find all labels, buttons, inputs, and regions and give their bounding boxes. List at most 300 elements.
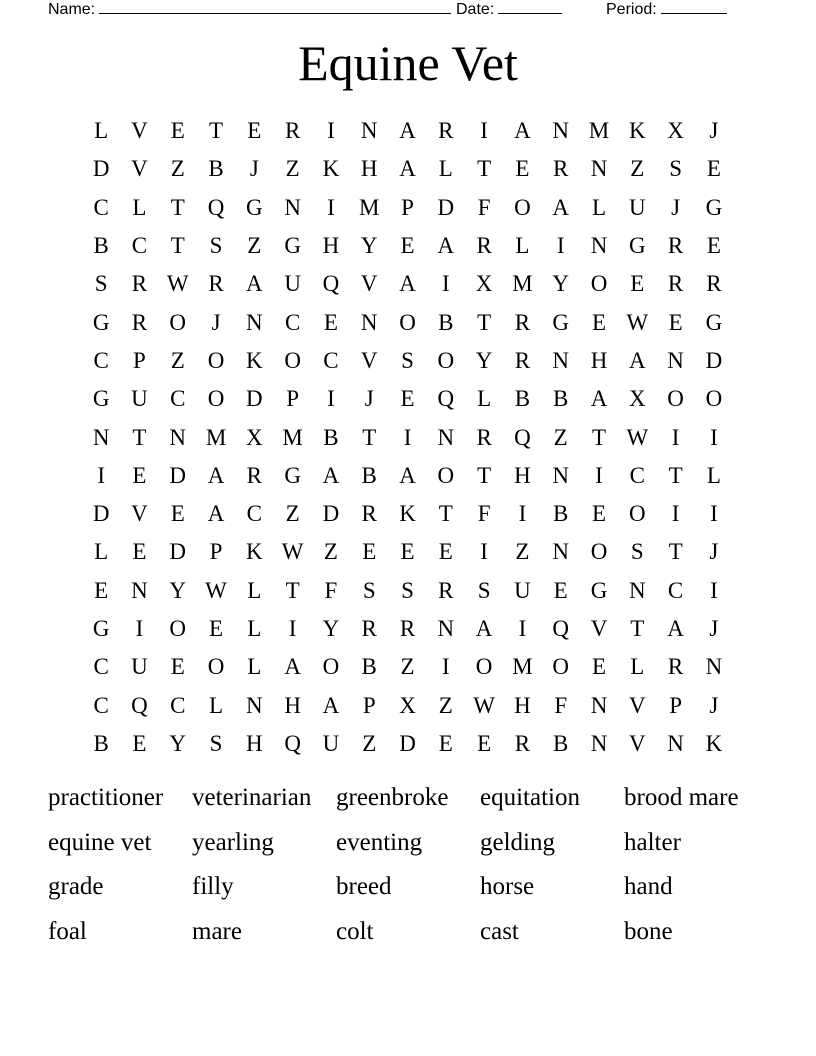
- grid-letter[interactable]: A: [284, 654, 301, 680]
- grid-letter[interactable]: J: [671, 194, 681, 220]
- grid-letter[interactable]: I: [327, 194, 335, 220]
- grid-letter[interactable]: O: [514, 194, 531, 220]
- grid-letter[interactable]: Z: [247, 233, 262, 259]
- grid-letter[interactable]: I: [710, 424, 718, 450]
- grid-letter[interactable]: N: [552, 462, 570, 488]
- grid-letter[interactable]: A: [207, 501, 225, 527]
- grid-letter[interactable]: E: [477, 730, 492, 756]
- grid-letter[interactable]: C: [131, 233, 148, 259]
- grid-letter[interactable]: B: [208, 156, 224, 182]
- grid-letter[interactable]: I: [595, 462, 603, 488]
- grid-letter[interactable]: A: [322, 692, 340, 718]
- grid-letter[interactable]: R: [667, 271, 684, 297]
- grid-letter[interactable]: A: [514, 118, 531, 144]
- word-search-grid: [82, 112, 733, 763]
- grid-letter[interactable]: R: [131, 309, 148, 335]
- grid-letter[interactable]: M: [205, 424, 227, 450]
- grid-letter[interactable]: X: [246, 424, 263, 450]
- grid-letter[interactable]: E: [170, 501, 185, 527]
- grid-letter[interactable]: I: [327, 118, 335, 144]
- grid-letter[interactable]: I: [671, 424, 680, 450]
- grid-letter[interactable]: N: [131, 577, 148, 603]
- grid-letter[interactable]: T: [477, 462, 492, 488]
- grid-letter[interactable]: O: [284, 347, 301, 373]
- grid-letter[interactable]: S: [669, 156, 682, 182]
- grid-letter[interactable]: O: [590, 271, 608, 297]
- grid-letter[interactable]: G: [552, 309, 570, 335]
- grid-letter[interactable]: C: [246, 501, 262, 527]
- grid-letter[interactable]: D: [92, 501, 110, 527]
- grid-letter[interactable]: Z: [170, 156, 185, 182]
- grid-letter[interactable]: S: [630, 539, 644, 565]
- grid-letter[interactable]: O: [590, 539, 608, 565]
- grid-letter[interactable]: Q: [514, 424, 531, 450]
- grid-letter[interactable]: A: [628, 347, 646, 373]
- grid-letter[interactable]: T: [438, 501, 453, 527]
- grid-letter[interactable]: S: [209, 233, 223, 259]
- grid-letter[interactable]: R: [667, 654, 684, 680]
- grid-letter[interactable]: B: [514, 386, 531, 412]
- grid-letter[interactable]: F: [477, 194, 491, 220]
- grid-letter[interactable]: C: [93, 692, 109, 718]
- grid-letter[interactable]: T: [630, 616, 645, 641]
- grid-letter[interactable]: Q: [284, 730, 301, 756]
- grid-letter[interactable]: Z: [438, 692, 453, 718]
- grid-letter[interactable]: V: [360, 271, 378, 297]
- grid-letter[interactable]: A: [475, 616, 493, 641]
- grid-letter[interactable]: I: [97, 462, 105, 488]
- grid-letter[interactable]: L: [94, 118, 109, 144]
- grid-letter[interactable]: E: [438, 539, 453, 565]
- grid-letter[interactable]: J: [364, 386, 374, 412]
- grid-letter[interactable]: Y: [169, 577, 187, 603]
- grid-letter[interactable]: I: [288, 616, 297, 641]
- grid-letter[interactable]: N: [552, 118, 570, 144]
- grid-letter[interactable]: K: [246, 539, 263, 565]
- grid-letter[interactable]: Q: [437, 386, 455, 412]
- grid-letter[interactable]: V: [628, 730, 646, 756]
- grid-letter[interactable]: T: [668, 539, 683, 565]
- grid-letter[interactable]: B: [93, 233, 109, 259]
- grid-letter[interactable]: F: [554, 692, 568, 718]
- grid-letter[interactable]: J: [709, 616, 719, 641]
- grid-letter[interactable]: I: [556, 233, 565, 259]
- grid-letter[interactable]: N: [590, 730, 608, 756]
- grid-letter[interactable]: A: [399, 118, 416, 144]
- grid-letter[interactable]: E: [553, 577, 568, 603]
- grid-letter[interactable]: N: [552, 347, 570, 373]
- grid-letter[interactable]: I: [480, 118, 488, 144]
- grid-letter[interactable]: X: [667, 118, 684, 144]
- grid-letter[interactable]: E: [170, 118, 185, 144]
- grid-letter[interactable]: C: [667, 577, 684, 603]
- grid-letter[interactable]: R: [131, 271, 148, 297]
- grid-letter[interactable]: B: [553, 386, 569, 412]
- grid-letter[interactable]: Y: [552, 271, 570, 297]
- grid-letter[interactable]: L: [706, 462, 721, 488]
- grid-letter[interactable]: R: [667, 233, 684, 259]
- grid-letter[interactable]: Z: [630, 156, 645, 182]
- grid-letter[interactable]: Z: [285, 156, 300, 182]
- date-blank-line[interactable]: [498, 0, 562, 14]
- grid-letter[interactable]: P: [362, 692, 376, 718]
- grid-letter[interactable]: Y: [475, 347, 493, 373]
- grid-letter[interactable]: H: [246, 730, 263, 756]
- grid-letter[interactable]: R: [361, 501, 377, 527]
- grid-letter[interactable]: K: [246, 347, 263, 373]
- grid-letter[interactable]: E: [132, 462, 147, 488]
- grid-letter[interactable]: J: [709, 692, 719, 718]
- grid-letter[interactable]: N: [552, 539, 570, 565]
- grid-letter[interactable]: L: [477, 386, 492, 412]
- grid-letter[interactable]: Y: [360, 233, 378, 259]
- grid-letter[interactable]: A: [399, 156, 416, 182]
- grid-letter[interactable]: E: [362, 539, 377, 565]
- grid-letter[interactable]: D: [246, 386, 263, 412]
- grid-letter[interactable]: M: [588, 118, 610, 144]
- grid-letter[interactable]: X: [475, 271, 493, 297]
- grid-letter[interactable]: W: [205, 577, 227, 603]
- grid-letter[interactable]: O: [207, 347, 225, 373]
- grid-letter[interactable]: G: [92, 309, 110, 335]
- grid-letter[interactable]: G: [705, 194, 723, 220]
- grid-letter[interactable]: N: [667, 347, 684, 373]
- grid-letter[interactable]: O: [667, 386, 684, 412]
- grid-letter[interactable]: P: [286, 386, 300, 412]
- grid-letter[interactable]: O: [399, 309, 416, 335]
- grid-letter[interactable]: E: [132, 730, 147, 756]
- grid-letter[interactable]: B: [93, 730, 109, 756]
- grid-letter[interactable]: T: [132, 424, 147, 450]
- grid-letter[interactable]: W: [626, 309, 649, 335]
- grid-letter[interactable]: O: [322, 654, 340, 680]
- grid-letter[interactable]: C: [284, 309, 301, 335]
- grid-letter[interactable]: D: [322, 501, 340, 527]
- grid-letter[interactable]: R: [361, 616, 377, 641]
- grid-letter[interactable]: R: [208, 271, 224, 297]
- grid-letter[interactable]: H: [514, 462, 531, 488]
- grid-letter[interactable]: C: [323, 347, 339, 373]
- grid-letter[interactable]: V: [131, 501, 148, 527]
- grid-letter[interactable]: T: [362, 424, 377, 450]
- grid-letter[interactable]: O: [437, 462, 455, 488]
- grid-letter[interactable]: I: [671, 501, 680, 527]
- grid-letter[interactable]: O: [628, 501, 646, 527]
- grid-letter[interactable]: I: [403, 424, 412, 450]
- grid-letter[interactable]: A: [590, 386, 608, 412]
- grid-letter[interactable]: H: [514, 692, 531, 718]
- grid-letter[interactable]: R: [476, 233, 492, 259]
- grid-letter[interactable]: K: [628, 118, 646, 144]
- grid-letter[interactable]: P: [401, 194, 414, 220]
- grid-letter[interactable]: D: [705, 347, 723, 373]
- grid-letter[interactable]: W: [166, 271, 189, 297]
- grid-letter[interactable]: D: [169, 539, 187, 565]
- grid-letter[interactable]: E: [400, 386, 415, 412]
- grid-letter[interactable]: G: [705, 309, 723, 335]
- grid-letter[interactable]: I: [441, 271, 450, 297]
- grid-letter[interactable]: E: [400, 539, 415, 565]
- grid-letter[interactable]: C: [93, 347, 109, 373]
- grid-letter[interactable]: G: [92, 386, 110, 412]
- grid-letter[interactable]: V: [360, 347, 378, 373]
- grid-letter[interactable]: S: [401, 347, 414, 373]
- grid-letter[interactable]: K: [705, 730, 723, 756]
- grid-letter[interactable]: Z: [400, 654, 415, 680]
- grid-letter[interactable]: E: [668, 309, 683, 335]
- period-blank-line[interactable]: [661, 0, 727, 14]
- grid-letter[interactable]: O: [207, 654, 225, 680]
- grid-letter[interactable]: R: [438, 118, 454, 144]
- grid-letter[interactable]: E: [400, 233, 415, 259]
- grid-letter[interactable]: E: [591, 654, 607, 680]
- grid-letter[interactable]: E: [591, 309, 607, 335]
- grid-letter[interactable]: N: [169, 424, 187, 450]
- grid-letter[interactable]: L: [591, 194, 607, 220]
- grid-letter[interactable]: H: [590, 347, 608, 373]
- grid-letter[interactable]: N: [360, 118, 378, 144]
- grid-letter[interactable]: L: [132, 194, 147, 220]
- grid-letter[interactable]: H: [360, 156, 378, 182]
- grid-letter[interactable]: B: [553, 501, 569, 527]
- grid-letter[interactable]: G: [246, 194, 263, 220]
- grid-letter[interactable]: C: [170, 692, 186, 718]
- grid-letter[interactable]: B: [323, 424, 339, 450]
- grid-letter[interactable]: Q: [322, 271, 340, 297]
- grid-letter[interactable]: B: [438, 309, 454, 335]
- grid-letter[interactable]: G: [284, 233, 301, 259]
- grid-letter[interactable]: T: [668, 462, 683, 488]
- grid-letter[interactable]: R: [514, 309, 531, 335]
- grid-letter[interactable]: Z: [362, 730, 377, 756]
- grid-letter[interactable]: M: [512, 271, 533, 297]
- word-bank-item: hand: [624, 873, 673, 900]
- grid-letter[interactable]: R: [514, 730, 531, 756]
- grid-letter[interactable]: L: [630, 654, 645, 680]
- grid-letter[interactable]: D: [399, 730, 416, 756]
- grid-letter[interactable]: B: [361, 654, 377, 680]
- grid-letter[interactable]: E: [94, 577, 109, 603]
- grid-letter[interactable]: J: [249, 156, 259, 182]
- grid-letter[interactable]: F: [324, 577, 338, 603]
- grid-letter[interactable]: O: [552, 654, 570, 680]
- grid-letter[interactable]: J: [211, 309, 221, 335]
- grid-letter[interactable]: O: [437, 347, 455, 373]
- grid-letter[interactable]: R: [553, 156, 569, 182]
- grid-letter[interactable]: M: [359, 194, 380, 220]
- grid-letter[interactable]: N: [360, 309, 378, 335]
- grid-letter[interactable]: N: [437, 616, 455, 641]
- grid-letter[interactable]: S: [401, 577, 414, 603]
- grid-letter[interactable]: R: [706, 271, 722, 297]
- grid-letter[interactable]: N: [590, 233, 608, 259]
- grid-letter[interactable]: R: [438, 577, 454, 603]
- grid-letter[interactable]: I: [327, 386, 335, 412]
- grid-letter[interactable]: U: [131, 386, 148, 412]
- grid-letter[interactable]: O: [207, 386, 225, 412]
- grid-letter[interactable]: T: [477, 156, 492, 182]
- grid-letter[interactable]: X: [628, 386, 646, 412]
- grid-letter[interactable]: E: [438, 730, 453, 756]
- grid-letter[interactable]: E: [209, 616, 224, 641]
- grid-letter[interactable]: U: [322, 730, 340, 756]
- date-field[interactable]: [456, 0, 562, 19]
- grid-letter[interactable]: C: [93, 194, 109, 220]
- grid-letter[interactable]: A: [207, 462, 225, 488]
- grid-letter[interactable]: W: [281, 539, 304, 565]
- grid-letter[interactable]: W: [473, 692, 495, 718]
- grid-letter[interactable]: P: [669, 692, 682, 718]
- grid-letter[interactable]: O: [475, 654, 493, 680]
- grid-letter[interactable]: A: [399, 271, 416, 297]
- grid-letter[interactable]: M: [282, 424, 303, 450]
- grid-letter[interactable]: Q: [131, 692, 148, 718]
- grid-letter[interactable]: S: [209, 730, 223, 756]
- grid-letter[interactable]: A: [322, 462, 340, 488]
- grid-letter[interactable]: X: [399, 692, 416, 718]
- grid-letter[interactable]: H: [284, 692, 301, 718]
- grid-letter[interactable]: N: [92, 424, 110, 450]
- grid-letter[interactable]: N: [590, 692, 608, 718]
- grid-letter[interactable]: L: [94, 539, 109, 565]
- grid-letter[interactable]: Z: [170, 347, 185, 373]
- name-field[interactable]: [48, 0, 451, 19]
- grid-letter[interactable]: Q: [552, 616, 570, 641]
- grid-letter[interactable]: U: [514, 577, 531, 603]
- grid-letter[interactable]: T: [170, 233, 185, 259]
- grid-letter[interactable]: E: [132, 539, 147, 565]
- grid-letter[interactable]: L: [247, 616, 262, 641]
- grid-letter[interactable]: R: [476, 424, 492, 450]
- grid-letter[interactable]: R: [514, 347, 531, 373]
- period-field[interactable]: [606, 0, 727, 19]
- grid-letter[interactable]: P: [209, 539, 223, 565]
- grid-letter[interactable]: S: [362, 577, 376, 603]
- grid-letter[interactable]: O: [705, 386, 723, 412]
- grid-letter[interactable]: D: [92, 156, 110, 182]
- grid-letter[interactable]: L: [209, 692, 224, 718]
- grid-letter[interactable]: U: [131, 654, 148, 680]
- grid-letter[interactable]: N: [628, 577, 646, 603]
- grid-letter[interactable]: Y: [322, 616, 340, 641]
- grid-letter[interactable]: Q: [207, 194, 225, 220]
- grid-letter[interactable]: L: [247, 577, 262, 603]
- grid-letter[interactable]: I: [135, 616, 144, 641]
- grid-letter[interactable]: Z: [515, 539, 530, 565]
- grid-letter[interactable]: E: [247, 118, 262, 144]
- grid-letter[interactable]: V: [590, 616, 608, 641]
- grid-letter[interactable]: A: [246, 271, 263, 297]
- grid-letter[interactable]: A: [667, 616, 684, 641]
- grid-letter[interactable]: T: [591, 424, 607, 450]
- grid-letter[interactable]: E: [591, 501, 607, 527]
- grid-letter[interactable]: N: [590, 156, 608, 182]
- grid-letter[interactable]: J: [709, 118, 719, 144]
- grid-letter[interactable]: E: [706, 233, 721, 259]
- grid-letter[interactable]: Z: [553, 424, 568, 450]
- grid-letter[interactable]: N: [667, 730, 684, 756]
- grid-letter[interactable]: C: [170, 386, 186, 412]
- grid-letter[interactable]: E: [170, 654, 185, 680]
- grid-letter[interactable]: I: [710, 577, 718, 603]
- grid-letter[interactable]: E: [515, 156, 530, 182]
- grid-letter[interactable]: L: [515, 233, 530, 259]
- grid-letter[interactable]: E: [630, 271, 645, 297]
- grid-letter[interactable]: A: [552, 194, 570, 220]
- grid-letter[interactable]: O: [169, 616, 187, 641]
- grid-letter[interactable]: V: [131, 118, 148, 144]
- grid-letter[interactable]: V: [628, 692, 646, 718]
- grid-letter[interactable]: A: [437, 233, 455, 259]
- grid-letter[interactable]: G: [590, 577, 608, 603]
- grid-letter[interactable]: S: [477, 577, 491, 603]
- grid-letter[interactable]: R: [246, 462, 262, 488]
- grid-letter[interactable]: Z: [285, 501, 300, 527]
- grid-letter[interactable]: Z: [323, 539, 338, 565]
- grid-letter[interactable]: I: [480, 539, 488, 565]
- grid-letter[interactable]: K: [322, 156, 340, 182]
- grid-letter[interactable]: E: [706, 156, 721, 182]
- grid-letter[interactable]: W: [626, 424, 649, 450]
- grid-letter[interactable]: D: [437, 194, 455, 220]
- grid-letter[interactable]: A: [399, 462, 416, 488]
- grid-letter[interactable]: I: [518, 616, 527, 641]
- grid-letter[interactable]: L: [247, 654, 262, 680]
- grid-letter[interactable]: B: [553, 730, 569, 756]
- grid-letter[interactable]: K: [399, 501, 416, 527]
- grid-letter[interactable]: M: [512, 654, 533, 680]
- grid-letter[interactable]: L: [438, 156, 453, 182]
- grid-letter[interactable]: T: [170, 194, 185, 220]
- grid-letter[interactable]: J: [709, 539, 719, 565]
- grid-letter[interactable]: D: [169, 462, 187, 488]
- grid-row: [82, 610, 733, 648]
- grid-letter[interactable]: G: [628, 233, 646, 259]
- grid-letter[interactable]: G: [284, 462, 301, 488]
- grid-letter[interactable]: R: [399, 616, 416, 641]
- grid-letter[interactable]: H: [322, 233, 340, 259]
- grid-letter[interactable]: N: [246, 309, 263, 335]
- grid-letter[interactable]: V: [131, 156, 148, 182]
- grid-letter[interactable]: I: [441, 654, 450, 680]
- name-blank-line[interactable]: [99, 0, 451, 14]
- grid-letter[interactable]: N: [246, 692, 263, 718]
- grid-letter[interactable]: N: [437, 424, 455, 450]
- grid-letter[interactable]: U: [628, 194, 646, 220]
- grid-letter[interactable]: I: [518, 501, 527, 527]
- word-bank-item: mare: [192, 917, 242, 945]
- grid-letter[interactable]: G: [92, 616, 110, 641]
- grid-letter[interactable]: F: [477, 501, 491, 527]
- grid-letter[interactable]: N: [284, 194, 301, 220]
- grid-letter[interactable]: I: [710, 501, 718, 527]
- grid-letter[interactable]: E: [323, 309, 338, 335]
- grid-letter[interactable]: T: [477, 309, 492, 335]
- grid-letter[interactable]: P: [133, 347, 146, 373]
- grid-letter[interactable]: B: [361, 462, 377, 488]
- grid-letter[interactable]: C: [93, 654, 109, 680]
- grid-letter[interactable]: C: [629, 462, 645, 488]
- grid-letter[interactable]: S: [94, 271, 108, 297]
- grid-letter[interactable]: O: [169, 309, 187, 335]
- grid-letter[interactable]: T: [285, 577, 300, 603]
- grid-letter[interactable]: N: [705, 654, 723, 680]
- grid-letter[interactable]: R: [284, 118, 301, 144]
- grid-letter[interactable]: T: [209, 118, 224, 144]
- grid-letter[interactable]: Y: [169, 730, 187, 756]
- grid-letter[interactable]: U: [284, 271, 301, 297]
- grid-row: [82, 265, 733, 303]
